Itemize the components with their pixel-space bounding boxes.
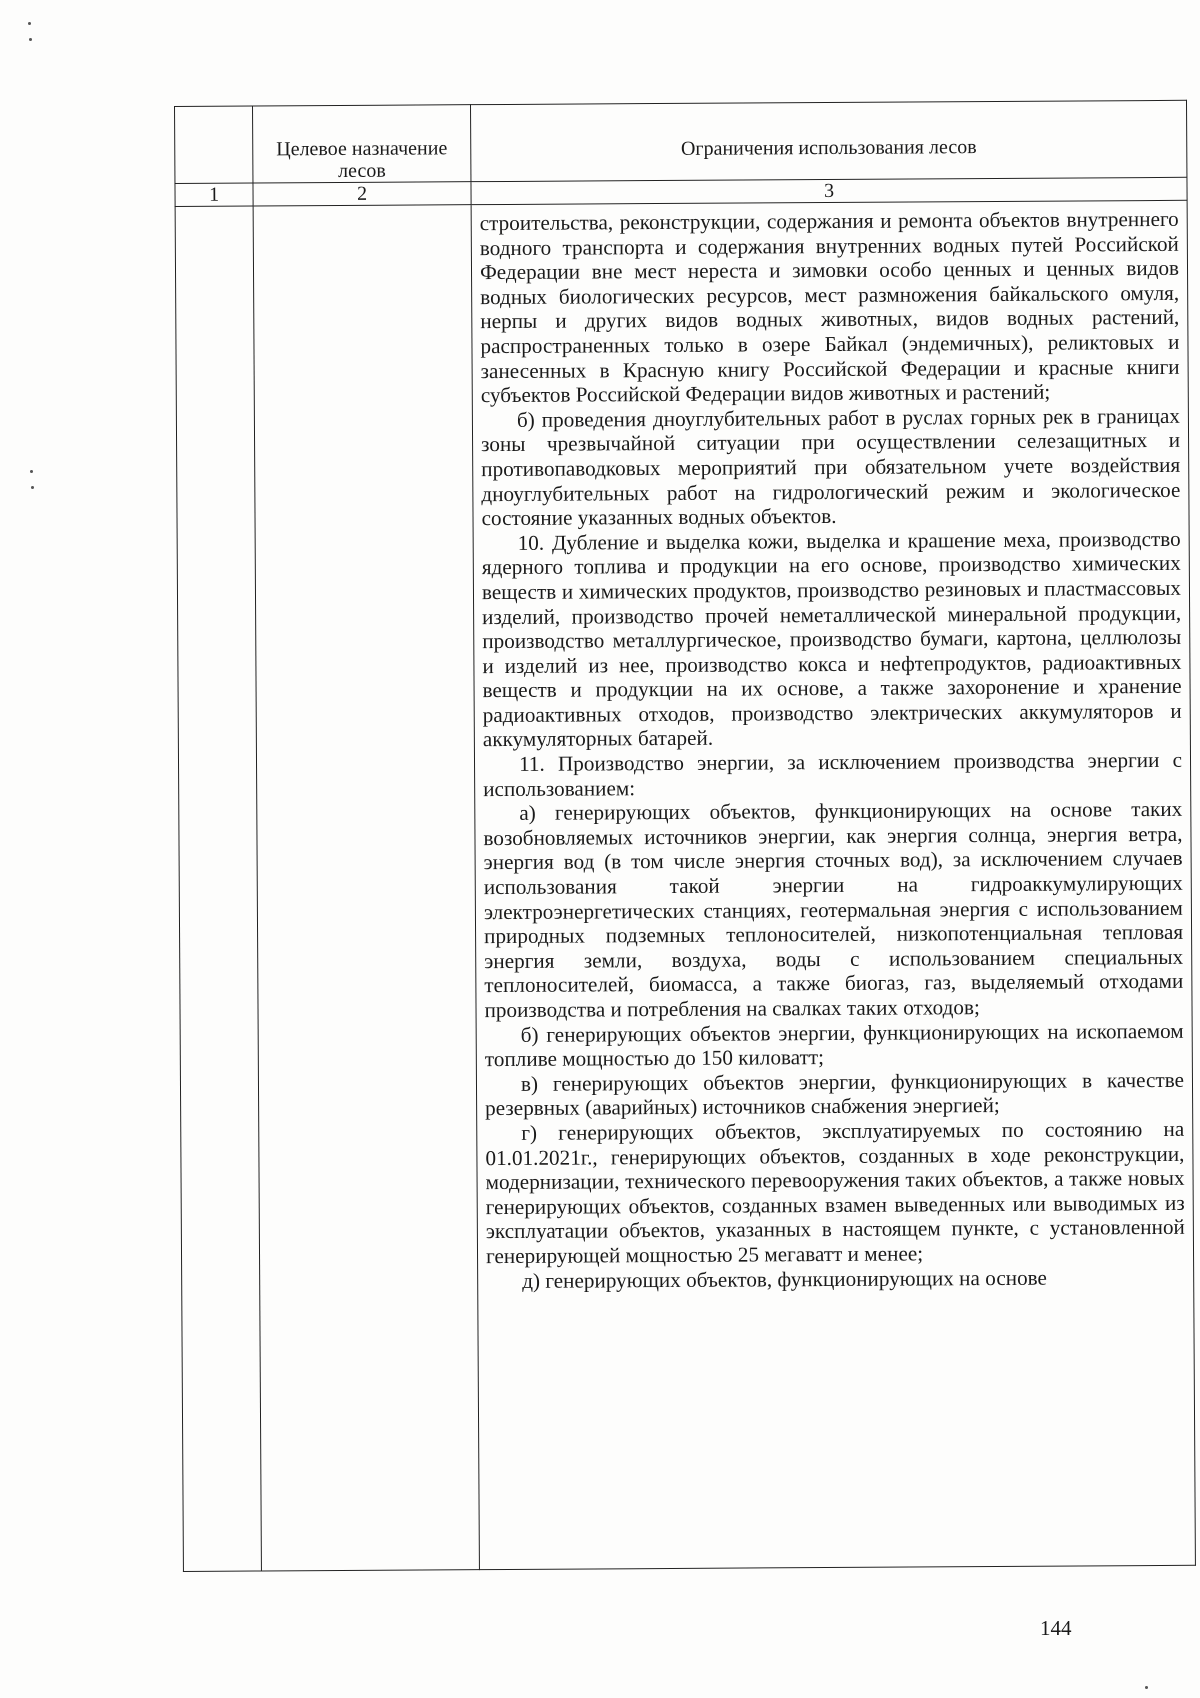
column-number-1: 1 <box>175 183 253 206</box>
restrictions-text <box>472 201 1194 1293</box>
row-cell-purpose <box>253 205 479 1571</box>
paragraph-item-11d: д) генерирующих объектов, функционирующих на основе <box>522 1265 1047 1293</box>
paragraph-item-11: 11. Производство энергии, за исключением производства энергии с использованием: <box>483 747 1183 801</box>
header-cell-forest-restrictions: Ограничения использования лесов <box>470 100 1186 181</box>
page-number: 144 <box>1040 1616 1072 1640</box>
header-cell-number <box>175 106 253 183</box>
paragraph-item-11b: б) генерирующих объектов энергии, функционирующих на ископаемом топливе мощностью до 150 киловатт; <box>484 1018 1184 1072</box>
restrictions-table <box>174 100 1196 1572</box>
scan-speck <box>29 38 32 41</box>
scan-speck <box>30 470 33 473</box>
header-cell-forest-purpose: Целевое назначение лесов <box>253 105 471 183</box>
scan-speck <box>31 486 34 489</box>
paragraph-item-11a: а) генерирующих объектов, функционирующих на основе таких возобновляемых источников энергии, как энергия солнца, энергия ветра, энергия вод (в том числе энергия сточных вод), за исключением случаев использования такой энергии на гидроаккумулирующих электроэнергетических станциях, геотермальная энергия с использованием природных подземных теплоносителей, низкопотенциальная тепловая энергия земли, воздуха, воды с использованием специальных теплоносителей, биомасса, а также биогаз, газ, выделяемый отходами производства и потребления на свалках таких отходов; <box>483 797 1184 1023</box>
row-cell-number <box>175 206 261 1571</box>
paragraph-item-11v: в) генерирующих объектов энергии, функционирующих в качестве резервных (аварийных) источников снабжения энергией; <box>485 1067 1185 1121</box>
paragraph-item-b-dredging: б) проведения дноуглубительных работ в руслах горных рек в границах зоны чрезвычайной ситуации при осуществлении селезащитных и противопаводковых мероприятий при обязательном учете воздействия дноуглубительных работ на гидрологический режим и экологическое состояние указанных водных объектов. <box>481 403 1181 531</box>
table-header-row <box>175 100 1187 183</box>
column-number-3: 3 <box>471 177 1187 204</box>
column-number-2: 2 <box>253 182 471 206</box>
table-row <box>175 200 1195 1571</box>
scan-speck <box>1145 1686 1148 1689</box>
paragraph-continuation: строительства, реконструкции, содержания и ремонта объектов внутреннего водного транспорта и содержания внутренних водных путей Российской Федерации вне мест нереста и зимовки особо ценных и ценных видов водных биологических ресурсов, мест размножения байкальского омуля, нерпы и других видов водных животных, видов водных растений, распространенных только в озере Байкал (эндемичных), реликтовых и занесенных в Красную книгу Российской Федерации и красные книги субъектов Российской Федерации видов животных и растений; <box>479 206 1180 408</box>
paragraph-item-11g: г) генерирующих объектов, эксплуатируемых по состоянию на 01.01.2021г., генерирующих объектов, созданных в ходе реконструкции, модернизации, технического перевооружения таких объектов, а также новых генерирующих объектов, созданных взамен выведенных или выводимых из эксплуатации объектов, указанных в настоящем пункте, с установленной генерирующей мощностью 25 мегаватт и менее; <box>485 1116 1185 1269</box>
scan-speck <box>28 22 31 25</box>
row-cell-restrictions <box>471 200 1195 1569</box>
paragraph-item-10: 10. Дубление и выделка кожи, выделка и крашение меха, производство ядерного топлива и продукции на его основе, производство химических веществ и химических продуктов, производство резиновых и пластмассовых изделий, производство прочей неметаллической минеральной продукции, производство металлургическое, производство бумаги, картона, целлюлозы и изделий из нее, производство кокса и нефтепродуктов, радиоактивных веществ и продукции на их основе, а также захоронение и хранение радиоактивных отходов, производство электрических аккумуляторов и аккумуляторных батарей. <box>481 526 1182 752</box>
